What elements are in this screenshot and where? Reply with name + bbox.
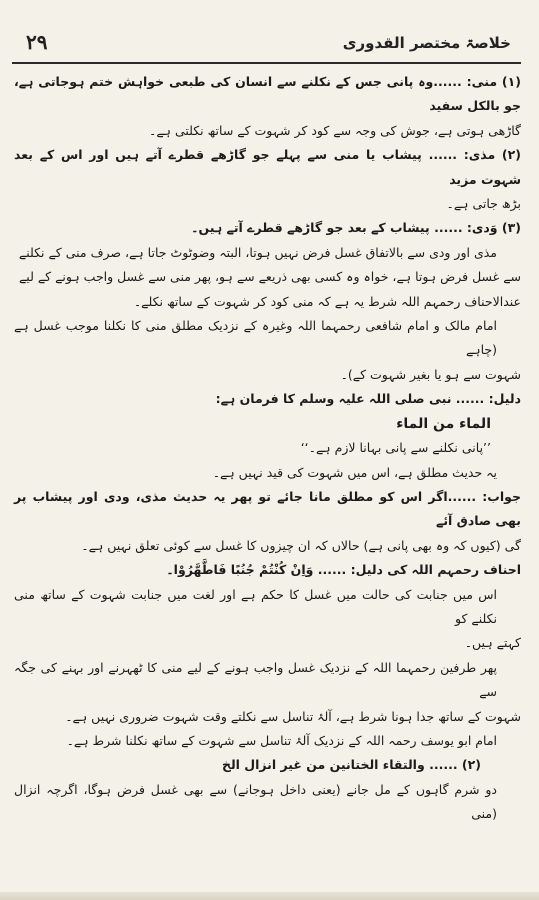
page-bottom-edge (0, 892, 539, 900)
text-line: امام ابو یوسف رحمہ اللہ کے نزدیک آلۂ تناسل سے شہوت کے ساتھ نکلنا شرط ہے۔ (66, 732, 497, 748)
text-line: دو شرم گاہوں کے مل جانے (یعنی داخل ہوجانے) سے بھی غسل فرض ہوگا، اگرچہ انزال (منی (14, 781, 497, 822)
text-line: (۲) ...... والتقاء الختانین من غیر انزال الخ (221, 757, 481, 773)
text-line: اس میں جنابت کی حالت میں غسل کا حکم ہے اور لغت میں جنابت شہوت کے ساتھ منی نکلنے کو (14, 586, 497, 626)
page-body (14, 70, 521, 827)
text-line: مذی اور ودی سے بالاتفاق غسل فرض نہیں ہوتا، البتہ وضوٹوٹ جاتا ہے، صرف منی کے نکلنے (18, 244, 497, 260)
text-line: الماء من الماء (396, 415, 491, 432)
text-line: شہوت کے ساتھ جدا ہونا شرط ہے، آلۂ تناسل سے نکلتے وقت شہوت ضروری نہیں ہے۔ (65, 708, 521, 724)
text-line: احناف رحمہم اللہ کی دلیل: ...... وَاِنْ کُنْتُمْ جُنُبًا فَاطَّهَّرُوْا۔ (166, 562, 521, 578)
text-line: گاڑھی ہوتی ہے، جوش کی وجہ سے کود کر شہوت کے ساتھ نکلتی ہے۔ (149, 122, 521, 138)
page-header (18, 30, 511, 56)
text-line: (۳) وَدی: ...... پیشاب کے بعد جو گاڑھے قطرے آتے ہیں۔ (191, 220, 521, 236)
text-line: کہتے ہیں۔ (464, 635, 521, 651)
text-line: جواب: ......اگر اس کو مطلق مانا جائے تو پھر یہ حدیث مذی، ودی اور پیشاب پر بھی صادق آئے (14, 488, 521, 529)
text-line: پھر طرفین رحمہما اللہ کے نزدیک غسل واجب ہونے کے لیے منی کا ٹھہرنے اور بہنے کی جگہ سے (14, 659, 497, 700)
text-line: گی (کیوں کہ وہ بھی پانی ہے) حالاں کہ ان چیزوں کا غسل سے کوئی تعلق نہیں ہے۔ (81, 537, 521, 553)
text-line: امام مالک و امام شافعی رحمہما اللہ وغیرہ کے نزدیک مطلق منی کا نکلنا موجب غسل ہے (چاہے (14, 318, 497, 358)
header-divider (12, 62, 521, 64)
text-line: سے غسل فرض ہوتا ہے، خواہ وہ کسی بھی ذریعے سے ہو، پھر منی سے غسل واجب ہونے کے لیے (18, 269, 521, 285)
text-line: شہوت سے ہو یا بغیر شہوت کے)۔ (340, 366, 521, 382)
text-line: بڑھ جاتی ہے۔ (446, 196, 521, 212)
text-line: (۲) مذی: ...... پیشاب یا منی سے پہلے جو گاڑھے قطرے آتے ہیں اور اس کے بعد شہوت مزید (14, 147, 521, 187)
text-line: ’’پانی نکلنے سے پانی بہانا لازم ہے۔‘‘ (300, 440, 491, 456)
text-line: یہ حدیث مطلق ہے، اس میں شہوت کی قید نہیں ہے۔ (212, 464, 497, 480)
text-line: دلیل: ...... نبی صلی اللہ علیہ وسلم کا فرمان ہے: (215, 391, 521, 407)
text-line: عندالاحناف رحمہم اللہ شرط یہ ہے کہ منی کود کر شہوت کے ساتھ نکلے۔ (133, 293, 521, 309)
running-title: خلاصۃ مختصر القدوری (342, 34, 511, 52)
text-line: (۱) منی: ......وہ پانی جس کے نکلنے سے انسان کی طبعی خواہش ختم ہوجاتی ہے، جو بالکل سفید (14, 74, 521, 114)
page-number: ۲۹ (26, 30, 48, 54)
